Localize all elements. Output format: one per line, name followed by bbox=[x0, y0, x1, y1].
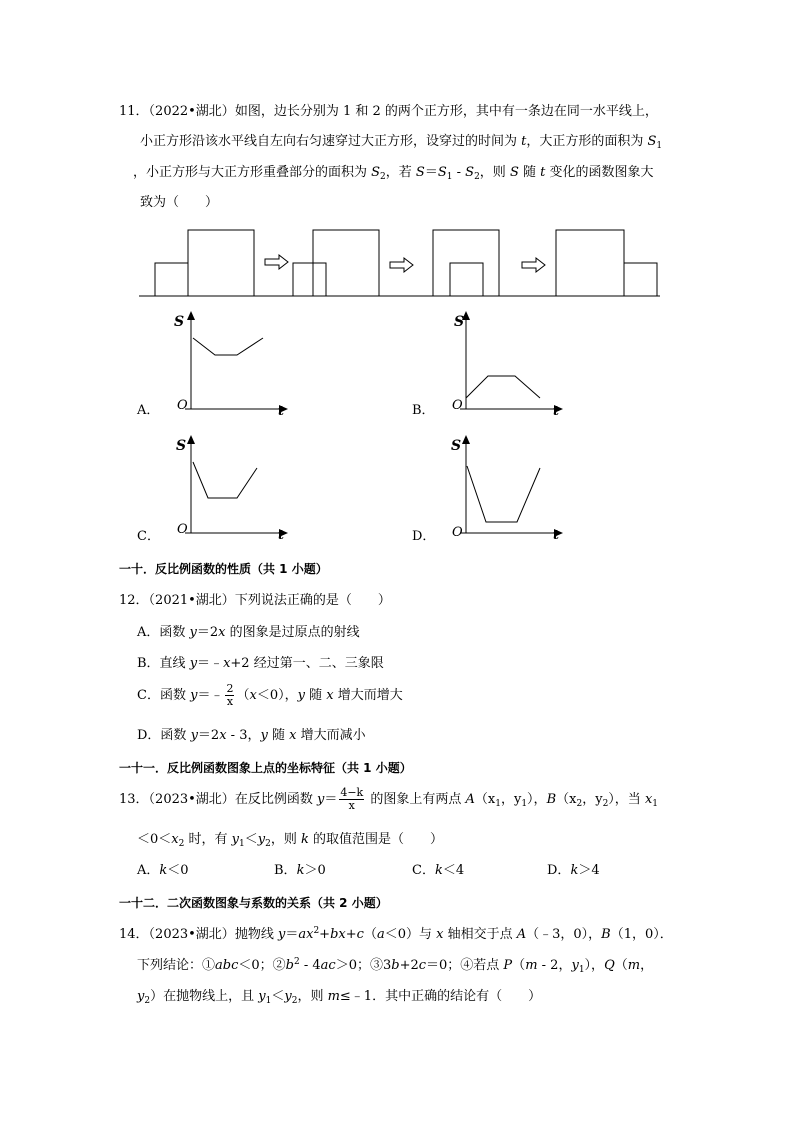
q12-stem: 12．（2021•湖北）下列说法正确的是（ ） bbox=[119, 593, 391, 608]
q12-option-d: D．函数 y＝2x - 3，y 随 x 增大而减小 bbox=[137, 728, 366, 743]
fraction-4-minus-k-over-x: $\frac{4-k}{x}$ bbox=[340, 786, 364, 812]
s-label: S bbox=[174, 314, 185, 330]
origin-label: O bbox=[452, 398, 463, 413]
y-arrow bbox=[187, 435, 195, 444]
right-arrow-icon bbox=[522, 258, 545, 272]
t-label: t bbox=[278, 528, 285, 542]
origin-label: O bbox=[177, 398, 188, 413]
right-arrow-icon bbox=[265, 255, 288, 269]
fraction-2-over-x: $\frac{2}{x}$ bbox=[226, 682, 234, 708]
q12-option-a: A．函数 y＝2x 的图象是过原点的射线 bbox=[137, 625, 360, 640]
small-square-2 bbox=[293, 263, 326, 296]
curve-a bbox=[193, 338, 263, 355]
t-label: t bbox=[553, 404, 560, 418]
s-label: S bbox=[454, 314, 465, 330]
q13-option-d: D．k＞4 bbox=[547, 863, 600, 878]
graph-d bbox=[440, 432, 570, 542]
graph-b bbox=[440, 308, 570, 418]
q11-line4: 致为（ ） bbox=[140, 195, 219, 210]
q11-line1: 11．（2022•湖北）如图，边长分别为 1 和 2 的两个正方形，其中有一条边在同一水平线上， bbox=[119, 104, 658, 119]
s-label: S bbox=[176, 438, 187, 454]
origin-label: O bbox=[177, 522, 188, 537]
q13-option-b: B．k＞0 bbox=[274, 863, 326, 878]
q11-option-c-label: C． bbox=[137, 529, 160, 544]
q11-line3: ，小正方形与大正方形重叠部分的面积为 $S_2$，若 $S=S_1 - S_2$，则 S 随 t 变化的函数图象大 bbox=[133, 165, 654, 182]
q14-line2: 下列结论：①abc＜0；$②b^2 - 4ac>0$；③3b+2c＝0；④若点 P（m - 2，$y_1$），Q（m， bbox=[137, 957, 654, 975]
curve-c bbox=[193, 462, 257, 498]
big-square-1 bbox=[188, 230, 254, 296]
squares-sequence-figure bbox=[135, 225, 665, 301]
q13-line1: 13．（2023•湖北）在反比例函数 y＝ $\frac{4-k}{x}$ 的图象上有两点 $A(x_1$，$y_1$），$B(x_2$，$y_2$），当 $x_1$ bbox=[119, 786, 659, 812]
q11-option-d-label: D． bbox=[412, 529, 436, 544]
y-arrow bbox=[462, 435, 470, 444]
big-square-4 bbox=[556, 230, 624, 296]
right-arrow-icon bbox=[390, 258, 413, 272]
small-square-1 bbox=[155, 263, 188, 296]
small-square-3 bbox=[450, 263, 483, 296]
curve-d bbox=[467, 466, 540, 522]
s-label: S bbox=[451, 438, 462, 454]
q11-option-a-label: A． bbox=[137, 403, 160, 418]
q11-option-b-label: B． bbox=[412, 403, 435, 418]
curve-b bbox=[466, 376, 540, 398]
small-square-4 bbox=[624, 263, 657, 296]
q12-option-c: C．函数 y＝﹣ $\frac{2}{x}$ （x＜0），y 随 x 增大而增大 bbox=[137, 682, 403, 708]
q13-option-c: C．k＜4 bbox=[412, 863, 465, 878]
origin-label: O bbox=[452, 525, 463, 540]
q14-line1: 14．（2023•湖北）抛物线 $y=ax^2+bx+c(a<0)$与 x 轴相交于点 A（﹣3，0），B（1，0）． bbox=[119, 926, 673, 942]
section-heading-11: 一十一．反比例函数图象上点的坐标特征（共 1 小题） bbox=[119, 761, 412, 775]
t-label: t bbox=[278, 404, 285, 418]
section-heading-10: 一十．反比例函数的性质（共 1 小题） bbox=[119, 562, 328, 576]
y-arrow bbox=[187, 311, 195, 320]
q13-option-a: A．k＜0 bbox=[137, 863, 189, 878]
q11-line2: 小正方形沿该水平线自左向右匀速穿过大正方形，设穿过的时间为 t，大正方形的面积为 $S_1$ bbox=[140, 134, 663, 151]
graph-c bbox=[165, 432, 295, 542]
q12-option-b: B．直线 y＝﹣x+2 经过第一、二、三象限 bbox=[137, 656, 384, 671]
section-heading-12: 一十二．二次函数图象与系数的关系（共 2 小题） bbox=[119, 896, 388, 910]
graph-a bbox=[165, 308, 295, 418]
q14-line3: $y_2$）在抛物线上，且 $y_1<y_2$，则 m≤﹣1．其中正确的结论有（ ） bbox=[137, 989, 542, 1006]
t-label: t bbox=[553, 528, 560, 542]
q13-line2: $<0<x_2$ 时，有 $y_1<y_2$，则 k 的取值范围是（ ） bbox=[137, 832, 443, 849]
